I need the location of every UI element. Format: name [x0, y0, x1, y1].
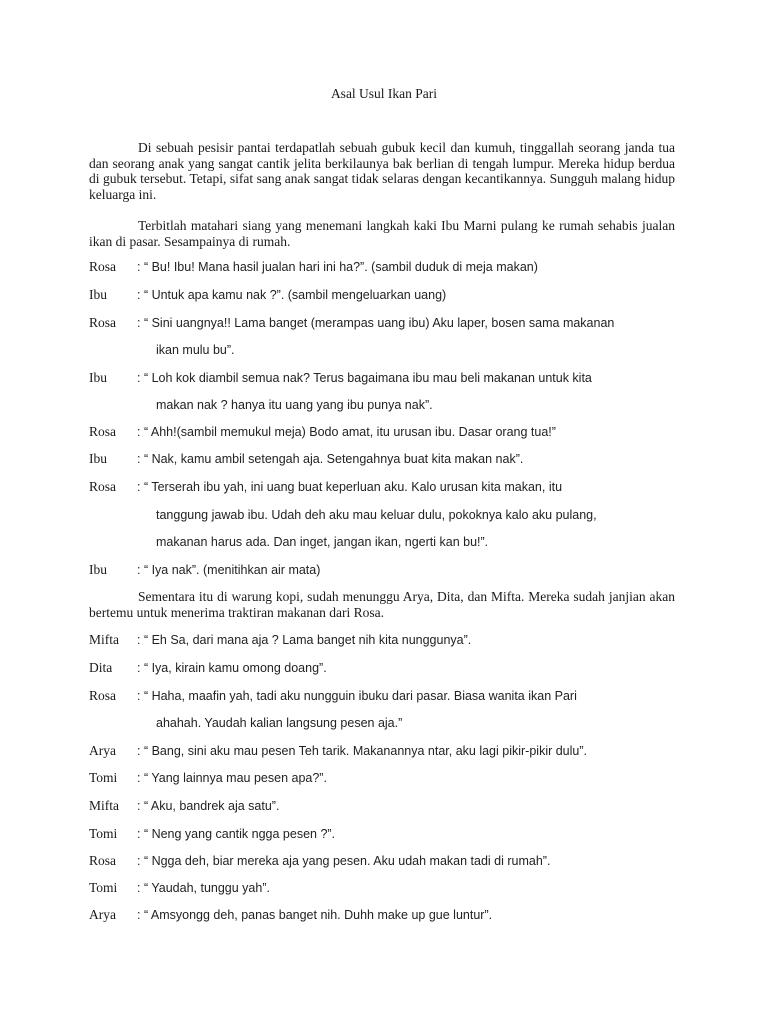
speaker-name: Arya — [89, 907, 116, 922]
dialogue-text: : “ Terserah ibu yah, ini uang buat keperluan aku. Kalo urusan kita makan, itu — [137, 480, 563, 494]
dialogue-text: : “ Aku, bandrek aja satu”. — [137, 799, 280, 813]
dialogue-text: : “ Ngga deh, biar mereka aja yang pesen. Aku udah makan tadi di rumah”. — [137, 854, 551, 868]
speaker-name: Mifta — [89, 798, 119, 813]
dialogue-text: : “ Amsyongg deh, panas banget nih. Duhh make up gue luntur”. — [137, 908, 493, 922]
speaker-name: Dita — [89, 660, 113, 675]
dialogue-line — [0, 906, 768, 924]
dialogue-line — [0, 369, 768, 387]
dialogue-line — [0, 423, 768, 441]
dialogue-text: ikan mulu bu”. — [156, 343, 235, 357]
dialogue-line — [0, 879, 768, 897]
speaker-name: Tomi — [89, 826, 118, 841]
speaker-name: Rosa — [89, 259, 116, 274]
dialogue-text: : “ Untuk apa kamu nak ?”. (sambil mengeluarkan uang) — [137, 288, 447, 302]
dialogue-text: : “ Yaudah, tunggu yah”. — [137, 881, 270, 895]
speaker-name: Ibu — [89, 451, 107, 466]
speaker-name: Mifta — [89, 632, 119, 647]
dialogue-line — [0, 314, 768, 332]
dialogue-text: : “ Haha, maafin yah, tadi aku nungguin ibuku dari pasar. Biasa wanita ikan Pari — [137, 689, 577, 703]
dialogue-line — [0, 659, 768, 677]
dialogue-line — [0, 769, 768, 787]
dialogue-text: : “ Ahh!(sambil memukul meja) Bodo amat, itu urusan ibu. Dasar orang tua!” — [137, 425, 556, 439]
dialogue-text: makanan harus ada. Dan inget, jangan ikan, ngerti kan bu!”. — [156, 535, 489, 549]
speaker-name: Arya — [89, 743, 116, 758]
dialogue-line — [0, 258, 768, 276]
dialogue-text: tanggung jawab ibu. Udah deh aku mau keluar dulu, pokoknya kalo aku pulang, — [156, 508, 597, 522]
narrative-paragraph: Terbitlah matahari siang yang menemani langkah kaki Ibu Marni pulang ke rumah sehabis jualan ikan di pasar. Sesampainya di rumah. — [89, 218, 675, 249]
dialogue-text: : “ Nak, kamu ambil setengah aja. Setengahnya buat kita makan nak”. — [137, 452, 524, 466]
dialogue-line — [0, 687, 768, 705]
dialogue-text: : “ Iya nak”. (menitihkan air mata) — [137, 563, 321, 577]
speaker-name: Rosa — [89, 688, 116, 703]
dialogue-continuation — [0, 341, 768, 359]
dialogue-text: : “ Neng yang cantik ngga pesen ?”. — [137, 827, 336, 841]
dialogue-line — [0, 286, 768, 304]
speaker-name: Rosa — [89, 315, 116, 330]
dialogue-text: ahahah. Yaudah kalian langsung pesen aja.” — [156, 716, 403, 730]
document-title: Asal Usul Ikan Pari — [330, 86, 438, 101]
dialogue-line — [0, 450, 768, 468]
dialogue-line — [0, 797, 768, 815]
dialogue-line — [0, 742, 768, 760]
dialogue-line — [0, 631, 768, 649]
dialogue-line — [0, 478, 768, 496]
speaker-name: Rosa — [89, 479, 116, 494]
speaker-name: Rosa — [89, 424, 116, 439]
dialogue-continuation — [0, 714, 768, 732]
speaker-name: Ibu — [89, 562, 107, 577]
speaker-name: Tomi — [89, 880, 118, 895]
dialogue-text: : “ Bu! Ibu! Mana hasil jualan hari ini ha?”. (sambil duduk di meja makan) — [137, 260, 538, 274]
dialogue-text: : “ Iya, kirain kamu omong doang”. — [137, 661, 327, 675]
dialogue-continuation — [0, 396, 768, 414]
narrative-paragraph: Di sebuah pesisir pantai terdapatlah sebuah gubuk kecil dan kumuh, tinggallah seorang janda tua dan seorang anak yang sangat cantik jelita berkilaunya bak berlian di tengah lumpur. Mereka hidup berdua di gubuk tersebut. Tetapi, sifat sang anak sangat tidak selaras dengan kecantikannya. Sungguh malang hidup keluarga ini. — [89, 140, 675, 202]
dialogue-text: : “ Bang, sini aku mau pesen Teh tarik. Makanannya ntar, aku lagi pikir-pikir dulu”. — [137, 744, 587, 758]
dialogue-continuation — [0, 533, 768, 551]
dialogue-text: : “ Sini uangnya!! Lama banget (merampas uang ibu) Aku laper, bosen sama makanan — [137, 316, 615, 330]
dialogue-text: : “ Eh Sa, dari mana aja ? Lama banget nih kita nunggunya”. — [137, 633, 472, 647]
speaker-name: Ibu — [89, 370, 107, 385]
speaker-name: Tomi — [89, 770, 118, 785]
narrative-paragraph: Sementara itu di warung kopi, sudah menunggu Arya, Dita, dan Mifta. Mereka sudah janjian akan bertemu untuk menerima traktiran makanan dari Rosa. — [89, 589, 675, 620]
speaker-name: Rosa — [89, 853, 116, 868]
dialogue-text: : “ Loh kok diambil semua nak? Terus bagaimana ibu mau beli makanan untuk kita — [137, 371, 592, 385]
dialogue-text: : “ Yang lainnya mau pesen apa?”. — [137, 771, 327, 785]
dialogue-line — [0, 825, 768, 843]
dialogue-line — [0, 561, 768, 579]
dialogue-continuation — [0, 506, 768, 524]
dialogue-text: makan nak ? hanya itu uang yang ibu punya nak”. — [156, 398, 433, 412]
speaker-name: Ibu — [89, 287, 107, 302]
dialogue-line — [0, 852, 768, 870]
